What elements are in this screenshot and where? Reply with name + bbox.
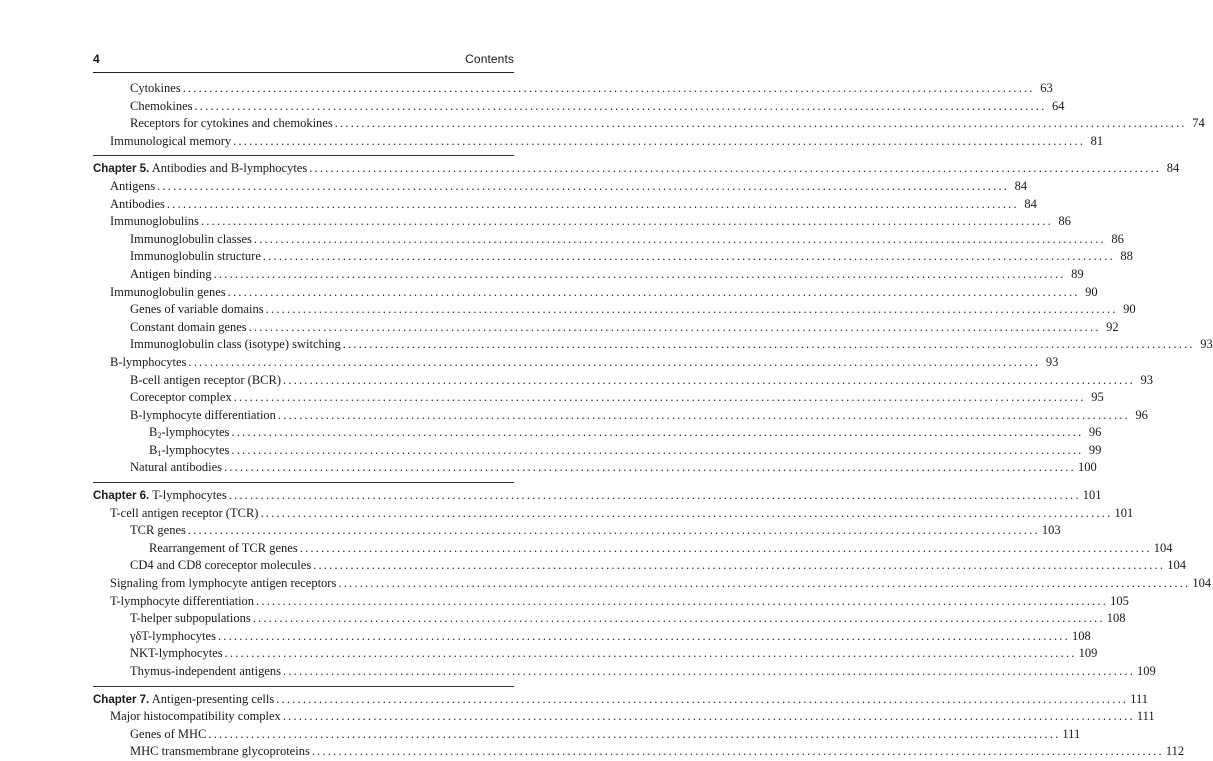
leader-dots: ................................................................................................................................................................ xyxy=(252,611,1105,626)
toc-chapter-title xyxy=(93,691,274,710)
title-prefix: B xyxy=(149,442,158,457)
leader-dots: ................................................................................................................................................................ xyxy=(187,523,1040,538)
toc-entry-page: 74 xyxy=(1192,116,1205,131)
toc-entry-page: 96 xyxy=(1088,425,1102,440)
toc-entry-title: Chemokines xyxy=(130,98,193,113)
toc-entry-page: 90 xyxy=(1123,302,1136,317)
leader-dots: ................................................................................................................................................................ xyxy=(265,302,1118,317)
toc-entry-constant-domain-genes[interactable] xyxy=(93,319,1119,337)
toc-entry-title: T-cell antigen receptor (TCR) xyxy=(110,505,259,520)
leader-dots: ................................................................................................................................................................ xyxy=(224,646,1077,661)
toc-entry-antigen-binding[interactable] xyxy=(93,266,1084,284)
toc-entry-title: Immunoglobulin class (isotype) switching xyxy=(130,337,341,352)
toc-entry-cytokines[interactable] xyxy=(93,80,1053,98)
toc-entry-page: 89 xyxy=(1071,266,1084,281)
toc-entry-title: B-lymphocytes xyxy=(110,354,187,369)
chapter-label: Chapter 5. xyxy=(93,163,150,176)
toc-entry-title: Receptors for cytokines and chemokines xyxy=(130,116,333,131)
toc-entry-immunological-memory[interactable] xyxy=(93,133,1104,151)
title-suffix: -lymphocytes xyxy=(161,425,230,440)
toc-entry-title: Natural antibodies xyxy=(130,460,222,475)
toc-entry-nkt-lymphocytes[interactable] xyxy=(93,645,1098,663)
toc-entry-b-lymphocyte-differentiation[interactable] xyxy=(93,407,1148,425)
toc-entry-receptors-cytokines-chemokines[interactable] xyxy=(93,115,1205,133)
toc-entry-title: Immunoglobulin structure xyxy=(130,249,261,264)
toc-entry-page: 111 xyxy=(1130,691,1149,706)
leader-dots: ................................................................................................................................................................ xyxy=(224,460,1076,475)
toc-entry-mhc[interactable] xyxy=(93,708,1155,726)
toc-entry-page: 86 xyxy=(1058,214,1071,229)
toc-entry-page: 104 xyxy=(1192,576,1212,591)
toc-entry-title xyxy=(149,442,229,460)
toc-entry-page: 64 xyxy=(1052,98,1065,113)
leader-dots: ................................................................................................................................................................ xyxy=(283,664,1136,678)
toc-entry-title: Constant domain genes xyxy=(130,319,247,334)
toc-entry-title: Antibodies xyxy=(110,196,165,211)
chapter-name: Antigen-presenting cells xyxy=(151,691,275,706)
leader-dots: ................................................................................................................................................................ xyxy=(208,726,1061,741)
toc-entry-antigens[interactable] xyxy=(93,178,1028,196)
toc-entry-tcr-genes[interactable] xyxy=(93,522,1061,540)
leader-dots: ................................................................................................................................................................ xyxy=(182,81,1035,95)
title-subscript: 2 xyxy=(157,431,162,441)
leader-dots: ................................................................................................................................................................ xyxy=(231,425,1084,440)
toc-entry-title xyxy=(149,424,229,442)
leader-dots: ................................................................................................................................................................ xyxy=(213,266,1066,281)
toc-entry-class-switching[interactable] xyxy=(93,336,1213,354)
toc-entry-title: Coreceptor complex xyxy=(130,390,232,405)
toc-entry-page: 101 xyxy=(1082,488,1102,503)
title-prefix: B xyxy=(149,425,158,440)
leader-dots: ................................................................................................................................................................ xyxy=(256,593,1109,608)
toc-entry-page: 63 xyxy=(1040,81,1053,95)
toc-entry-title: Thymus-independent antigens xyxy=(130,664,282,678)
page-header xyxy=(93,50,514,73)
toc-entry-page: 99 xyxy=(1088,442,1102,457)
toc-entry-title: MHC transmembrane glycoproteins xyxy=(130,744,310,759)
toc-entry-coreceptor-complex[interactable] xyxy=(93,389,1104,407)
leader-dots: ................................................................................................................................................................ xyxy=(342,337,1195,352)
title-subscript: 1 xyxy=(157,448,162,458)
chapter-name: Antibodies and B-lymphocytes xyxy=(151,161,308,176)
leader-dots: ................................................................................................................................................................ xyxy=(262,249,1115,264)
leader-dots: ................................................................................................................................................................ xyxy=(277,407,1130,422)
toc-entry-page: 95 xyxy=(1091,390,1104,405)
toc-entry-title: Signaling from lymphocyte antigen receptors xyxy=(110,576,337,591)
toc-entry-page: 93 xyxy=(1200,337,1213,352)
chapter-divider xyxy=(93,482,514,483)
toc-entry-page: 93 xyxy=(1140,372,1153,387)
toc-entry-page: 86 xyxy=(1111,231,1124,246)
toc-entry-title: Genes of variable domains xyxy=(130,302,264,317)
leader-dots: ................................................................................................................................................................ xyxy=(227,284,1080,299)
toc-entry-b-lymphocytes[interactable] xyxy=(93,354,1059,372)
toc-entry-page: 90 xyxy=(1085,284,1098,299)
toc-entry-page: 108 xyxy=(1106,611,1126,626)
toc-entry-title: CD4 and CD8 coreceptor molecules xyxy=(130,558,312,573)
leader-dots: ................................................................................................................................................................ xyxy=(282,709,1135,724)
toc-entry-title: Immunological memory xyxy=(110,133,232,148)
leader-dots: ................................................................................................................................................................ xyxy=(309,161,1162,176)
toc-entry-natural-antibodies[interactable] xyxy=(93,459,1097,477)
leader-dots: ................................................................................................................................................................ xyxy=(334,116,1187,131)
toc-entry-page: 111 xyxy=(1136,709,1155,724)
leader-dots: ................................................................................................................................................................ xyxy=(313,558,1166,573)
leader-dots: ................................................................................................................................................................ xyxy=(188,354,1041,369)
toc-entry-title: Major histocompatibility complex xyxy=(110,709,281,724)
running-title: Contents xyxy=(465,52,514,66)
toc-entry-title: NKT-lymphocytes xyxy=(130,646,223,661)
leader-dots: ................................................................................................................................................................ xyxy=(248,319,1101,334)
chapter-label: Chapter 6. xyxy=(93,490,150,503)
toc-entry-title: Genes of MHC xyxy=(130,726,207,741)
toc-entry-page: 108 xyxy=(1071,628,1091,643)
toc-chapter-6[interactable] xyxy=(93,487,1102,505)
chapter-divider xyxy=(93,686,514,687)
leader-dots: ................................................................................................................................................................ xyxy=(233,390,1086,405)
toc-entry-page: 112 xyxy=(1165,744,1185,759)
toc-entry-page: 96 xyxy=(1135,407,1148,422)
toc-entry-page: 104 xyxy=(1153,540,1173,555)
toc-entry-title: T-lymphocyte differentiation xyxy=(110,593,255,608)
toc-entry-title: B-cell antigen receptor (BCR) xyxy=(130,372,281,387)
toc-entry-page: 84 xyxy=(1024,196,1037,211)
leader-dots: ................................................................................................................................................................ xyxy=(260,505,1113,520)
leader-dots: ................................................................................................................................................................ xyxy=(200,214,1053,229)
toc-entry-genes-of-mhc[interactable] xyxy=(93,726,1081,744)
toc-entry-title: B-lymphocyte differentiation xyxy=(130,407,276,422)
toc-entry-title: Immunoglobulin genes xyxy=(110,284,226,299)
leader-dots: ................................................................................................................................................................ xyxy=(338,576,1191,591)
toc-entry-gamma-delta-t-lymphocytes[interactable] xyxy=(93,628,1091,646)
toc-entry-page: 81 xyxy=(1090,133,1104,148)
toc-entry-title: Rearrangement of TCR genes xyxy=(149,540,298,555)
toc-chapter-7[interactable] xyxy=(93,691,1149,709)
leader-dots: ................................................................................................................................................................ xyxy=(228,488,1081,503)
toc-entry-page: 109 xyxy=(1137,664,1156,678)
toc-entry-title: Immunoglobulin classes xyxy=(130,231,252,246)
leader-dots: ................................................................................................................................................................ xyxy=(166,196,1019,211)
toc-entry-b2-lymphocytes[interactable] xyxy=(93,424,1102,442)
toc-entry-title: Antigen binding xyxy=(130,266,212,281)
toc-entry-b1-lymphocytes[interactable] xyxy=(93,442,1102,460)
toc-entry-page: 104 xyxy=(1167,558,1186,573)
toc-entry-page: 111 xyxy=(1062,726,1081,741)
toc-chapter-5[interactable] xyxy=(93,160,1180,178)
toc-entry-immunoglobulin-genes[interactable] xyxy=(93,284,1098,302)
page-number: 4 xyxy=(93,52,100,66)
toc-entry-mhc-transmembrane-glycoproteins[interactable] xyxy=(93,743,1185,761)
toc-entry-immunoglobulin-classes[interactable] xyxy=(93,231,1124,249)
leader-dots: ................................................................................................................................................................ xyxy=(194,98,1047,113)
toc-entry-title: Antigens xyxy=(110,178,156,193)
toc-entry-page: 105 xyxy=(1110,593,1129,608)
leader-dots: ................................................................................................................................................................ xyxy=(276,691,1129,706)
toc-entry-cd4-cd8-coreceptor[interactable] xyxy=(93,557,1186,575)
toc-entry-title: Cytokines xyxy=(130,81,181,95)
toc-entry-title: TCR genes xyxy=(130,523,186,538)
chapter-name: T-lymphocytes xyxy=(152,488,227,503)
leader-dots: ................................................................................................................................................................ xyxy=(253,231,1106,246)
toc-entry-title: Immunoglobulins xyxy=(110,214,199,229)
leader-dots: ................................................................................................................................................................ xyxy=(299,540,1152,555)
toc-entry-rearrangement-tcr-genes[interactable] xyxy=(93,540,1173,558)
toc-entry-bcr[interactable] xyxy=(93,372,1153,390)
toc-entry-page: 109 xyxy=(1078,646,1098,661)
toc-entry-tcr[interactable] xyxy=(93,505,1134,523)
toc-entry-page: 93 xyxy=(1045,354,1059,369)
toc-entry-title: T-helper subpopulations xyxy=(130,611,251,626)
toc-chapter-title xyxy=(93,487,227,506)
toc-chapter-title xyxy=(93,160,307,179)
toc-entry-page: 84 xyxy=(1014,178,1028,193)
toc-entry-page: 101 xyxy=(1114,505,1134,520)
leader-dots: ................................................................................................................................................................ xyxy=(283,372,1135,387)
toc-entry-title: γδT-lymphocytes xyxy=(130,628,216,643)
leader-dots: ................................................................................................................................................................ xyxy=(157,178,1010,193)
toc-entry-chemokines[interactable] xyxy=(93,98,1065,116)
table-of-contents xyxy=(93,80,1213,761)
toc-entry-immunoglobulins[interactable] xyxy=(93,213,1071,231)
toc-entry-page: 103 xyxy=(1041,523,1061,538)
toc-entry-t-lymphocyte-differentiation[interactable] xyxy=(93,593,1129,611)
leader-dots: ................................................................................................................................................................ xyxy=(311,744,1164,759)
toc-entry-page: 92 xyxy=(1106,319,1119,334)
chapter-label: Chapter 7. xyxy=(93,693,150,706)
toc-entry-thymus-independent-antigens[interactable] xyxy=(93,663,1156,681)
toc-entry-genes-variable-domains[interactable] xyxy=(93,301,1136,319)
toc-entry-immunoglobulin-structure[interactable] xyxy=(93,248,1133,266)
toc-entry-page: 84 xyxy=(1166,161,1180,176)
leader-dots: ................................................................................................................................................................ xyxy=(231,442,1084,457)
toc-entry-page: 88 xyxy=(1120,249,1133,264)
leader-dots: ................................................................................................................................................................ xyxy=(217,628,1070,643)
toc-entry-page: 100 xyxy=(1078,460,1097,475)
leader-dots: ................................................................................................................................................................ xyxy=(233,133,1086,148)
chapter-divider xyxy=(93,155,514,156)
title-suffix: -lymphocytes xyxy=(161,442,230,457)
toc-entry-signaling-antigen-receptors[interactable] xyxy=(93,575,1212,593)
toc-entry-antibodies[interactable] xyxy=(93,196,1037,214)
toc-entry-t-helper-subpopulations[interactable] xyxy=(93,610,1126,628)
